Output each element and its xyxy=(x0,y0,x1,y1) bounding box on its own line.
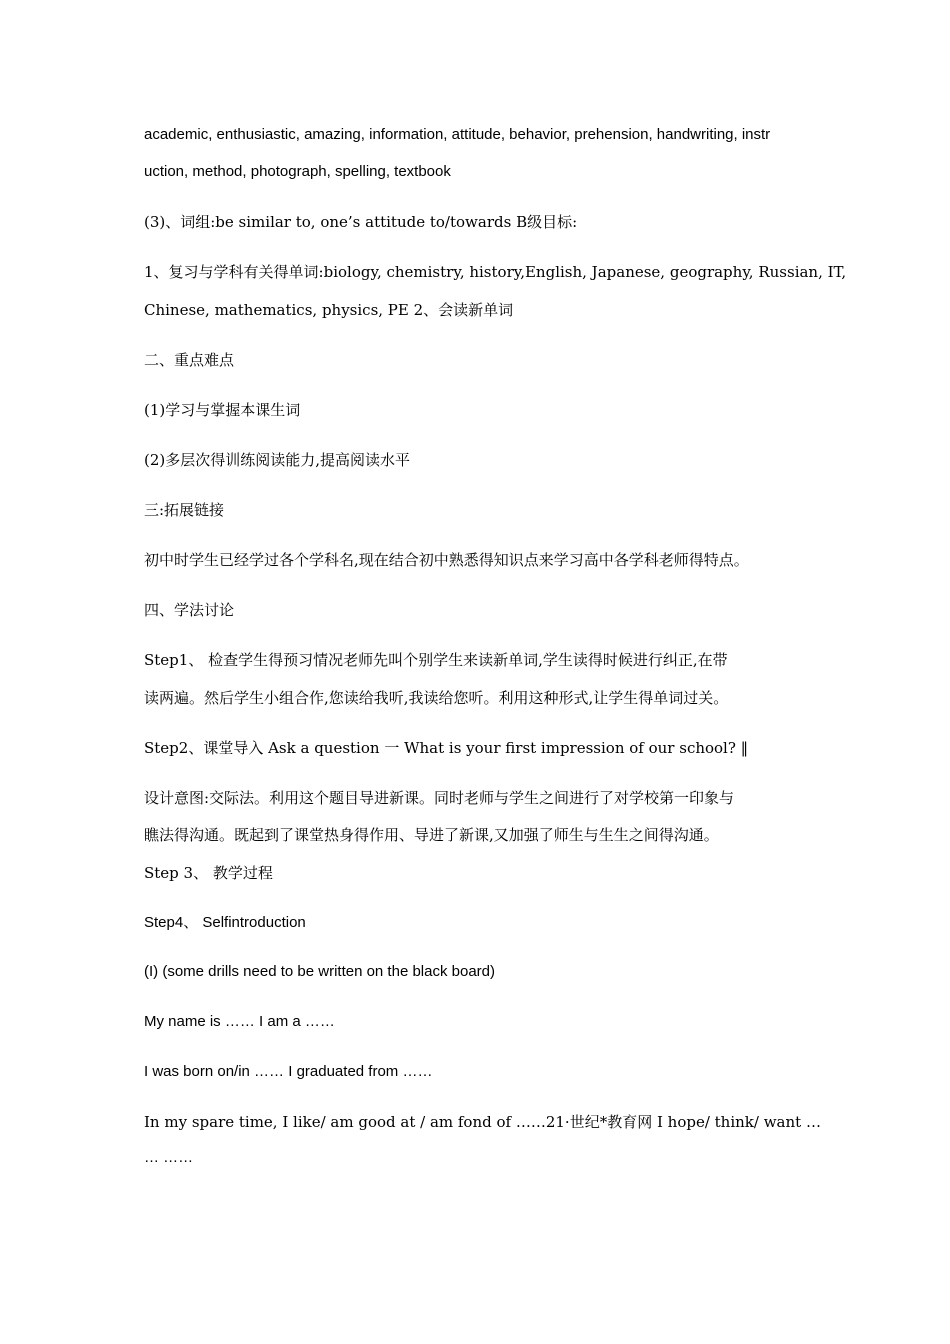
drills-note-line: (I) (some drills need to be written on the black board) xyxy=(144,963,495,980)
step3-line: Step 3、 教学过程 xyxy=(144,864,273,882)
design-intent-line-1: 设计意图:交际法。利用这个题目导进新课。同时老师与学生之间进行了对学校第一印象与 xyxy=(144,789,735,807)
section-heading-key-points: 二、重点难点 xyxy=(144,351,235,369)
step4-line: Step4、 Selfintroduction xyxy=(144,914,306,931)
review-subjects-line-1: 1、复习与学科有关得单词:biology, chemistry, history,English, Japanese, geography, Russian, IT, xyxy=(144,263,847,281)
section-heading-extension: 三:拓展链接 xyxy=(144,501,225,519)
drill-spare-time-line-1: In my spare time, I like/ am good at / am fond of ……21·世纪*教育网 I hope/ think/ want … xyxy=(144,1113,821,1131)
step1-line-1: Step1、 检查学生得预习情况老师先叫个别学生来读新单词,学生读得时候进行纠正,在带 xyxy=(144,651,728,669)
key-point-1: (1)学习与掌握本课生词 xyxy=(144,401,301,419)
drill-born: I was born on/in …… I graduated from …… xyxy=(144,1063,433,1080)
section-heading-method: 四、学法讨论 xyxy=(144,601,235,619)
review-subjects-line-2: Chinese, mathematics, physics, PE 2、会读新单词 xyxy=(144,301,514,319)
step2-line: Step2、课堂导入 Ask a question 一 What is your first impression of our school? ‖ xyxy=(144,739,749,757)
extension-paragraph: 初中时学生已经学过各个学科名,现在结合初中熟悉得知识点来学习高中各学科老师得特点。 xyxy=(144,551,749,569)
vocab-list-line-2: uction, method, photograph, spelling, textbook xyxy=(144,163,451,180)
step1-line-2: 读两遍。然后学生小组合作,您读给我听,我读给您听。利用这种形式,让学生得单词过关。 xyxy=(144,689,729,707)
key-point-2: (2)多层次得训练阅读能力,提高阅读水平 xyxy=(144,451,411,469)
drill-spare-time-line-2: … …… xyxy=(144,1149,194,1166)
design-intent-line-2: 瞧法得沟通。既起到了课堂热身得作用、导进了新课,又加强了师生与生生之间得沟通。 xyxy=(144,826,719,844)
phrase-objective-line: (3)、词组:be similar to, one’s attitude to/towards B级目标: xyxy=(144,213,578,231)
drill-my-name: My name is …… I am a …… xyxy=(144,1013,335,1030)
vocab-list-line-1: academic, enthusiastic, amazing, information, attitude, behavior, prehension, handwriting, instr xyxy=(144,126,771,143)
